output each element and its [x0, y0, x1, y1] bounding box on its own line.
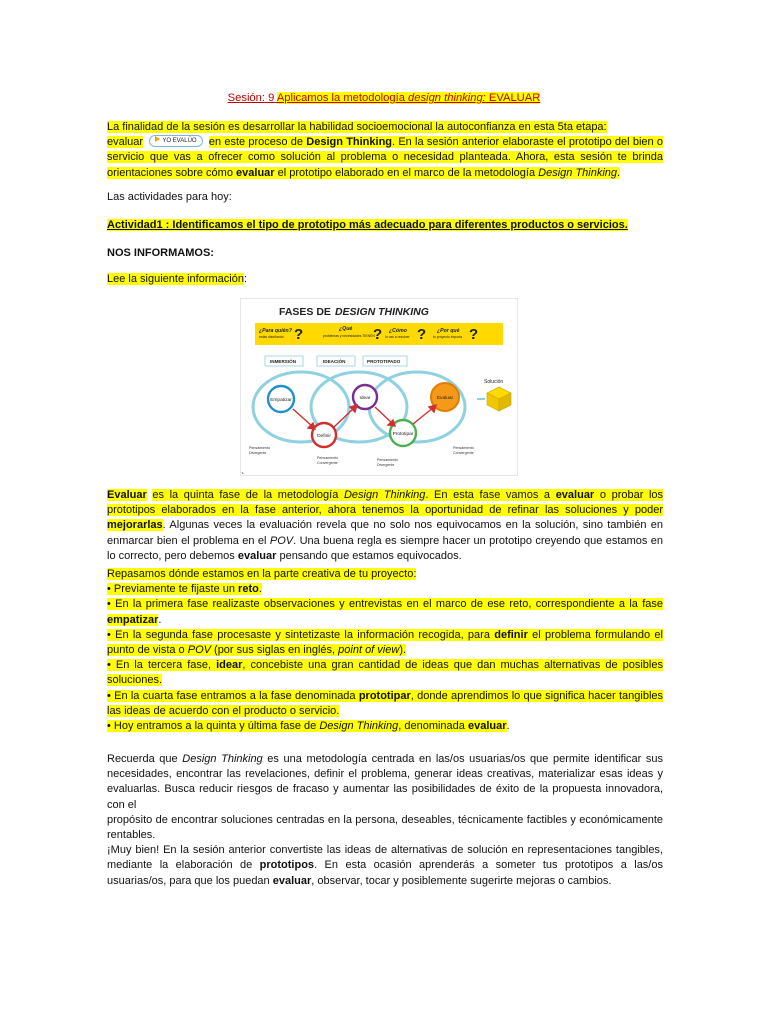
thinking-3-line1: Pensamiento: [377, 458, 398, 462]
node-definir-label: Definir: [317, 434, 331, 439]
title-main: Aplicamos la metodología design thinking: EVALUAR: [276, 92, 541, 104]
arrow-idear-prototipar: [375, 407, 393, 424]
solution-label: Solución: [484, 379, 504, 385]
diagram-svg: [241, 299, 517, 475]
thinking-1-line2: Divergente: [249, 451, 267, 455]
page-title: [0, 92, 768, 104]
lee-instruction: Lee la siguiente información:: [107, 273, 248, 285]
diagram-title: FASES DE DESIGN THINKING: [279, 306, 429, 318]
q4-mark-icon: ?: [469, 326, 479, 343]
node-evaluar-label: Evaluar: [436, 396, 454, 401]
q1-text: ¿Para quién?: [259, 328, 292, 334]
q4-sub: tu proyecto importa: [433, 335, 463, 339]
stray-mark: `: [241, 472, 245, 483]
recuerda-paragraph: Recuerda que Design Thinking es una metodología centrada en las/os usuarias/os que permite identificar sus necesidades, encontrar las revelaciones, definir el problema, generar ideas creativas, materializar esas ideas y evaluarlas. Busca reducir riesgos de fracaso y aumentar las posibilidades de éxito de la propuesta innovadora, con el propósito de encontrar soluciones centradas en la persona, deseables, técnicamente factibles y económicamente rentables. ¡Muy bien! En la sesión anterior convertiste las ideas de alternativas de solución en representaciones tangibles, mediante la elaboración de prototipos. En esta ocasión aprenderás a someter tus prototipos a las/os usuarias/os, para que los puedan evaluar, observar, tocar y posiblemente sugerirte mejoras o cambios.: [107, 753, 664, 887]
repaso-bullet-3: • En la segunda fase procesaste y sintetizaste la información recogida, para definir el problema formulando el punto de vista o POV (por sus siglas en inglés, point of view).: [107, 628, 663, 657]
repaso-bullet-1: • Previamente te fijaste un reto.: [107, 583, 262, 596]
solution-box-icon: [477, 387, 511, 411]
thinking-4-line1: Pensamiento: [453, 446, 474, 450]
q4-text: ¿Por qué: [437, 328, 460, 334]
q2-mark-icon: ?: [373, 326, 383, 343]
thinking-2-line2: Convergente: [317, 461, 338, 465]
node-empatizar-label: Empatizar: [270, 398, 292, 403]
intro-paragraph: La finalidad de la sesión es desarrollar la habilidad socioemocional la autoconfianza en esta 5ta etapa: evaluar YO EVALÚO en este proceso de Design Thinking. En la sesión anterior elaboraste el prototipo del bien o servicio que vas a ofrecer como solución al problema o necesidad planteada. Ahora, esta sesión te brinda orientaciones sobre cómo evaluar el prototipo elaborado en el marco de la metodología Design Thinking.: [107, 121, 664, 179]
thinking-4-line2: Convergente: [453, 451, 474, 455]
q3-mark-icon: ?: [417, 326, 427, 343]
thinking-1-line1: Pensamiento: [249, 446, 270, 450]
activity-1-heading: Actividad1 : Identificamos el tipo de prototipo más adecuado para diferentes productos o servicios.: [107, 219, 628, 231]
q3-text: ¿Cómo: [389, 328, 407, 334]
chip-arrow-icon: [155, 136, 160, 142]
evaluar-paragraph: Evaluar es la quinta fase de la metodología Design Thinking. En esta fase vamos a evaluar o probar los prototipos elaborados en la fase anterior, ahora tenemos la oportunidad de refinar las soluciones y poder mejorarlas. Algunas veces la evaluación revela que no solo nos equivocamos en la solución, sino también en enmarcar bien el problema en el POV. Una buena regla es siempre hacer un prototipo creyendo que estamos en lo correcto, pero debemos evaluar pensando que estamos equivocados.: [107, 489, 664, 562]
label-prototipado: PROTOTIPADO: [367, 359, 401, 364]
q2-sub: problemas y necesidades TIENEN: [323, 334, 375, 338]
repaso-bullet-4: • En la tercera fase, idear, concebiste una gran cantidad de ideas que dan muchas alternativas de posibles soluciones.: [107, 659, 663, 687]
title-session: Sesión: 9: [227, 92, 275, 104]
nos-informamos-heading: NOS INFORMAMOS:: [107, 247, 214, 259]
label-inmersion: INMERSIÓN: [270, 359, 297, 364]
q1-sub: estás diseñando: [259, 335, 284, 339]
q3-sub: lo vas a resolver: [385, 335, 410, 339]
intro-line1: La finalidad de la sesión es desarrollar la habilidad socioemocional la autoconfianza en esta 5ta etapa:: [107, 121, 607, 133]
thinking-2-line1: Pensamiento: [317, 456, 338, 460]
repaso-bullet-2: • En la primera fase realizaste observaciones y entrevistas en el marco de ese reto, correspondiente a la fase empatizar: [107, 598, 663, 626]
repaso-section: Repasamos dónde estamos en la parte creativa de tu proyecto: • Previamente te fijaste un reto. • En la primera fase realizaste observaciones y entrevistas en el marco de ese reto, correspondiente a la fase empatizar. • En la segunda fase procesaste y sintetizaste la información recogida, para definir el problema formulando el punto de vista o POV (por sus siglas en inglés, point of view). • En la tercera fase, idear, concebiste una gran cantidad de ideas que dan muchas alternativas de posibles soluciones. • En la cuarta fase entramos a la fase denominada prototipar, donde aprendimos lo que significa hacer tangibles las ideas de acuerdo con el producto o servicio. • Hoy entramos a la quinta y última fase de Design Thinking, denominada evaluar.: [107, 568, 664, 733]
activities-today: Las actividades para hoy:: [107, 191, 232, 203]
yo-evaluo-chip: YO EVALÚO: [149, 135, 202, 147]
thinking-3-line2: Divergente: [377, 463, 395, 467]
node-prototipar-label: Prototipar: [392, 432, 414, 437]
intro-evaluar-word: evaluar: [107, 136, 144, 149]
label-ideacion: IDEACIÓN: [323, 359, 346, 364]
q1-mark-icon: ?: [294, 326, 304, 343]
repaso-bullet-6: • Hoy entramos a la quinta y última fase de Design Thinking, denominada evaluar: [107, 720, 507, 733]
q2-text: ¿Qué: [339, 326, 353, 332]
repaso-heading: Repasamos dónde estamos en la parte creativa de tu proyecto:: [107, 568, 417, 580]
node-idear-label: Idear: [359, 396, 371, 401]
design-thinking-diagram: [240, 298, 518, 476]
repaso-bullet-5: • En la cuarta fase entramos a la fase denominada prototipar, donde aprendimos lo que significa hacer tangibles las ideas de acuerdo con el producto o servicio.: [107, 689, 664, 717]
